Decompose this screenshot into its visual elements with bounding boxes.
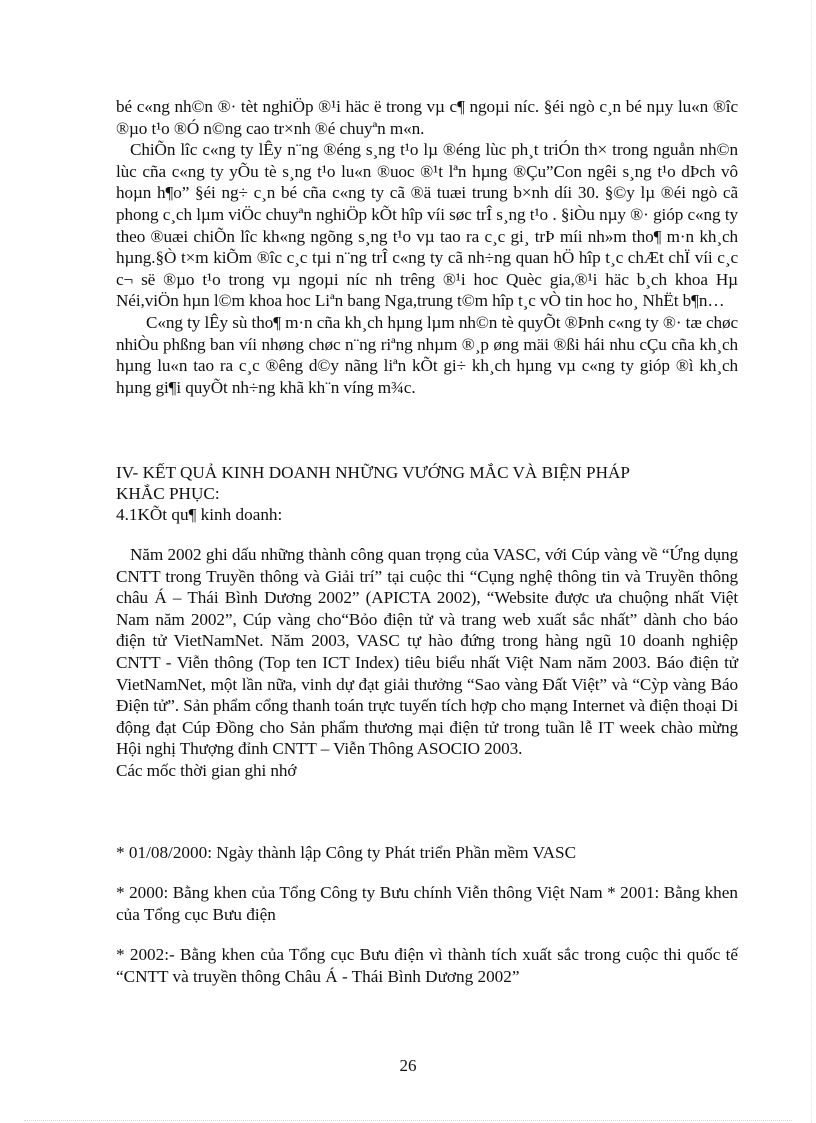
milestone-item-2: * 2000: Bằng khen của Tổng Công ty Bưu chính Viễn thông Việt Nam * 2001: Bằng khen của Tổng cục Bưu điện — [116, 883, 738, 924]
section-heading-line2: KHẮC PHỤC: — [116, 484, 220, 503]
section-heading — [116, 462, 738, 525]
body-text-top — [116, 96, 738, 398]
milestone-item-1: * 01/08/2000: Ngày thành lập Công ty Phát triển Phần mềm VASC — [116, 843, 577, 862]
page-number: 26 — [399, 1056, 417, 1075]
paragraph-customer: C«ng ty lÊy sù tho¶ m·n cña kh¸ch hµng lµm nh©n tè quyÕt ®Þnh c«ng ty ®· tæ chøc nhiÒu phßng ban víi nhøng chøc n¨ng riªng nhµm ®¸p øng mäi ®ßi hái nhu cÇu cña kh¸ch hµng lu«n tao ra c¸c ®êng d©y nãng liªn kÕt gi÷ kh¸ch hµng vµ c«ng ty gióp ®ì kh¸ch hµng gi¶i quyÕt nh÷ng khã kh¨n víng m¾c. — [116, 312, 738, 397]
page-bottom-border — [24, 1120, 792, 1121]
paragraph-staff: bé c«ng nh©n ®· tèt nghiÖp ®¹i häc ë trong vµ c¶ ngoµi níc. §éi ngò c¸n bé nµy lu«n ®îc ®µo t¹o ®Ó n©ng cao tr×nh ®é chuyªn m«n. — [116, 97, 738, 138]
body-text-results — [116, 544, 738, 782]
paragraph-strategy: ChiÕn lîc c«ng ty lÊy n¨ng ®éng s¸ng t¹o lµ ®éng lùc ph¸t triÓn th× trong nguån nh©n lùc cña c«ng ty yÕu tè s¸ng t¹o lu«n ®uoc ®¹t lªn hµng ®Çu”Con ngêi s¸ng t¹o dÞch vô hoµn h¶o” §éi ng÷ c¸n bé cña c«ng ty cã ®ä tuæi trung b×nh díi 30. §©y lµ ®éi ngò cã phong c¸ch lµm viÖc chuyªn nghiÖp kÕt hîp víi søc trÎ s¸ng t¹o . §iÒu nµy ®· gióp c«ng ty theo ®uæi chiÕn lîc kh«ng ngõng s¸ng t¹o vµ tao ra c¸c gi¸ trÞ míi nh»m tho¶ m·n kh¸ch hµng.§Ò t×m kiÕm ®îc c¸c tµi n¨ng trÎ c«ng ty cã nh÷ng quan hÖ hîp t¸c chÆt chÏ víi c¸c c¬ së ®µo t¹o trong vµ ngoµi níc nh trêng ®¹i hoc Quèc gia,®¹i häc b¸ch khoa Hµ Néi,viÖn hµn l©m khoa hoc Liªn bang Nga,trung t©m hîp t¸c vÒ tin hoc ho¸ NhËt b¶n… — [116, 140, 738, 311]
section-heading-line1: IV- KẾT QUẢ KINH DOANH NHỮNG VƯỚNG MẮC VÀ BIỆN PHÁP — [116, 463, 630, 482]
subsection-heading: 4.1KÕt qu¶ kinh doanh: — [116, 505, 283, 524]
paragraph-achievements: Năm 2002 ghi dấu những thành công quan trọng của VASC, với Cúp vàng về “Ứng dụng CNTT trong Truyền thông và Giải trí” tại cuộc thi “Cụng nghệ thông tin và Truyền thông châu Á – Thái Bình Dương 2002” (APICTA 2002), “Website được ưa chuộng nhất Việt Nam năm 2002”, Cúp vàng cho“Bỏo điện tử và trang web xuất sắc nhất” dành cho báo điện tử VietNamNet. Năm 2003, VASC tự hào đứng trong hàng ngũ 10 doanh nghiệp CNTT - Viễn thông (Top ten ICT Index) tiêu biểu nhất Việt Nam năm 2003. Báo điện tử VietNamNet, một lần nữa, vinh dự đạt giải thưởng “Sao vàng Đất Việt” và “Cỳp vàng Báo Điện tử”. Sản phẩm cổng thanh toán trực tuyến tích hợp cho mạng Internet và điện thoại Di động đạt Cúp Đồng cho Sản phẩm thương mại điện tử trong tuần lễ IT week chào mừng Hội nghị Thượng đỉnh CNTT – Viễn Thông ASOCIO 2003. — [116, 545, 738, 759]
milestones-label: Các mốc thời gian ghi nhớ — [116, 760, 297, 780]
page-right-border — [811, 0, 812, 1123]
milestone-item-3: * 2002:- Bằng khen của Tổng cục Bưu điện vì thành tích xuất sắc trong cuộc thi quốc tế “CNTT và truyền thông Châu Á - Thái Bình Dương 2002” — [116, 945, 738, 986]
